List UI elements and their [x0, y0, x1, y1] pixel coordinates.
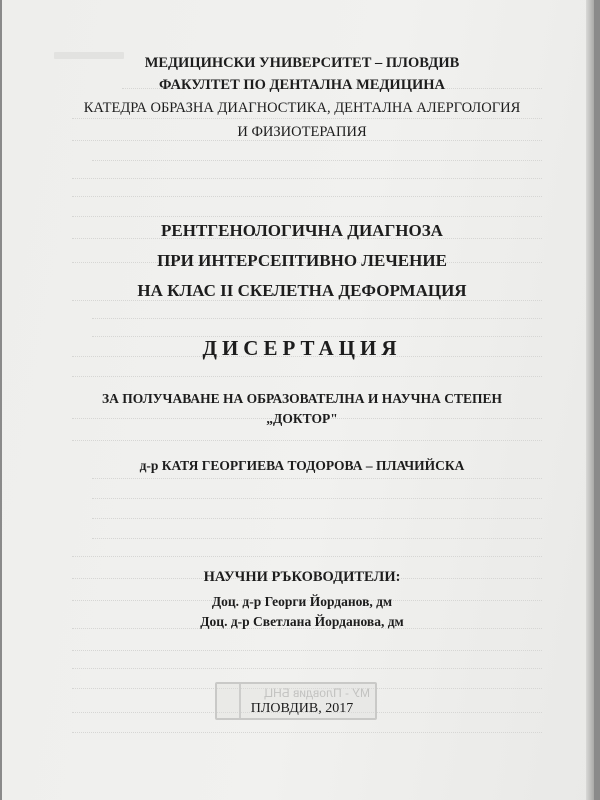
document-type: ДИСЕРТАЦИЯ — [202, 336, 402, 360]
faculty-name: ФАКУЛТЕТ ПО ДЕНТАЛНА МЕДИЦИНА — [158, 77, 446, 93]
thesis-title-line3: НА КЛАС II СКЕЛЕТНА ДЕФОРМАЦИЯ — [137, 281, 467, 300]
supervisor-first: Доц. д-р Георги Йорданов, дм — [211, 594, 393, 609]
thesis-title-line2: ПРИ ИНТЕРСЕПТИВНО ЛЕЧЕНИЕ — [157, 251, 447, 270]
department-name-line1: КАТЕДРА ОБРАЗНА ДИАГНОСТИКА, ДЕНТАЛНА АЛЕРГОЛОГИЯ — [83, 100, 521, 116]
stamp-text: МУ - Пловдив БНЦ — [264, 686, 370, 700]
supervisors-heading: НАУЧНИ РЪКОВОДИТЕЛИ: — [203, 569, 401, 585]
degree-line2: „ДОКТОР" — [266, 411, 338, 426]
title-page — [2, 0, 594, 800]
place-and-year: ПЛОВДИВ, 2017 — [250, 701, 354, 716]
thesis-title-line1: РЕНТГЕНОЛОГИЧНА ДИАГНОЗА — [161, 221, 443, 240]
degree-line1: ЗА ПОЛУЧАВАНЕ НА ОБРАЗОВАТЕЛНА И НАУЧНА СТЕПЕН — [102, 391, 502, 406]
author-name: д-р КАТЯ ГЕОРГИЕВА ТОДОРОВА – ПЛАЧИЙСКА — [139, 458, 465, 473]
department-name-line2: И ФИЗИОТЕРАПИЯ — [237, 124, 367, 140]
university-name: МЕДИЦИНСКИ УНИВЕРСИТЕТ – ПЛОВДИВ — [144, 55, 460, 71]
supervisor-second: Доц. д-р Светлана Йорданова, дм — [200, 614, 404, 629]
